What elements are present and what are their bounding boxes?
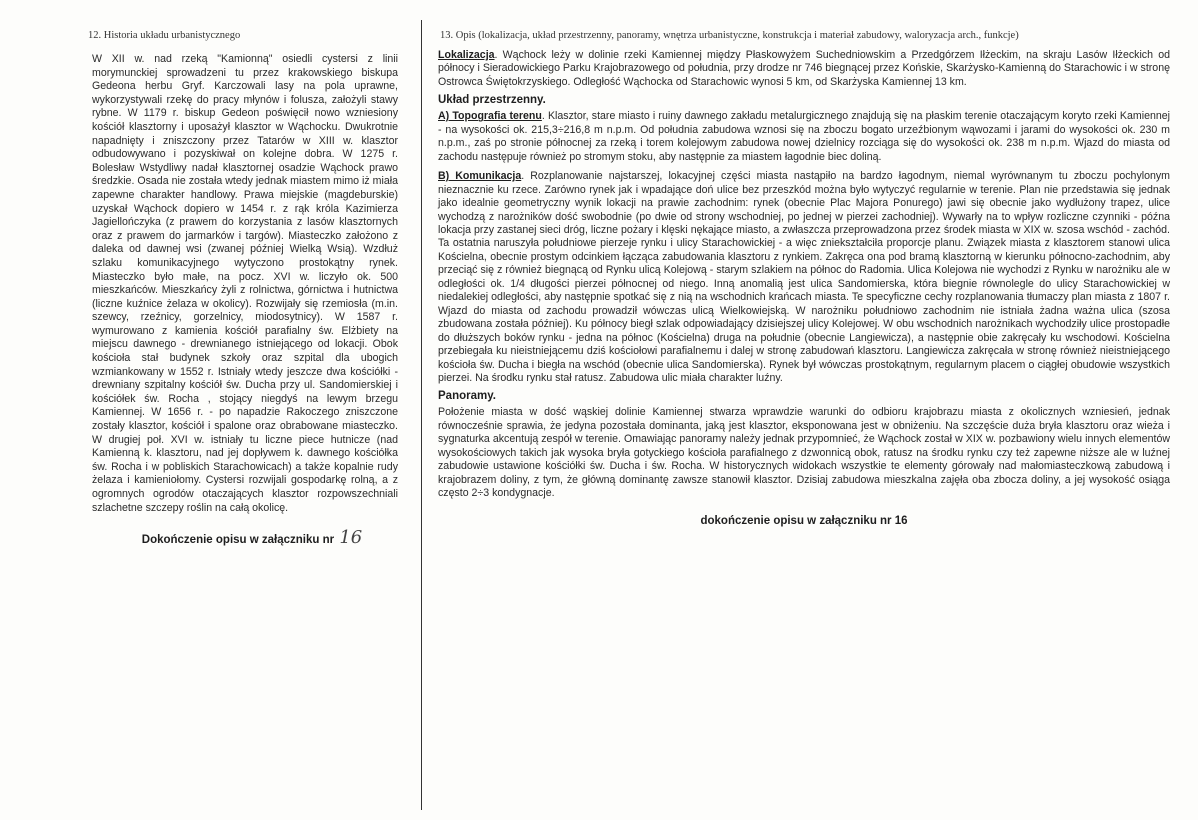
komunikacja-text: . Rozplanowanie najstarszej, lokacyjnej części miasta nastąpiło na bardzo łagodnym, niemal wyrównanym tu zboczu pochylonym nieznacznie ku rzece. Zarówno rynek jak i wpadające doń ulice bez przeszkód można było wytyczyć regularnie w terenie. Plan nie przedstawia się jednak jako idealnie geometryczny wynik lokacji na prawie zachodnim: rynek (obecnie Plac Majora Ponurego) jawi się obecnie jako wydłużony trapez, ulice wychodzą z narożników dość swobodnie (po dwie od strony wschodniej, po jednej w pierzei zachodniej). Wywarły na to wpływ rozliczne czynniki - późna lokacja przy zastanej sieci dróg, liczne pożary i klęski nękające miasto, a zwłaszcza przeprowadzona przez środek miasta w XIX w. szosa wschód - zachód. Ta ostatnia naruszyła południowe pierzeje rynku i ulicy Starachowickiej - a więc zniekształciła proporcje planu. Związek miasta z klasztorem stanowi ulica Kościelna, obecnie prostym odcinkiem łącząca zabudowania klasztoru z rynkiem. Zakręca ona pod bramą klasztorną w kierunku północno-zachodnim, aby przeciąć się z również biegnącą od Rynku ulicą Kolejową - starym szlakiem na północ do Radomia. Ulica Kolejowa nie wychodzi z Rynku w narożniku ale w odległości ok. 1/4 długości pierzei północnej od niego. Inną anomalią jest ulica Sandomierska, która biegnie równolegle do ulicy Starachowickiej w niedalekiej odległości, aby następnie spotkać się z nią na wschodnich krańcach miasta. Te specyficzne cechy rozplanowania tłumaczy plan miasta z 1807 r. Wjazd do miasta od zachodu prowadził wówczas ulicą Wielkowiejską. W narożniku południowo zachodnim nie istniała żadna ważna ulica (szosa zbudowana została później). Ku północy biegł szlak odpowiadający dzisiejszej ulicy Kolejowej. W obu wschodnich narożnikach wychodziły ulice prostopadłe do dłuższych boków rynku - jedna na północ (Kościelna) druga na południe (obecnie Langiewicza), a następnie obie zakręcały ku wschodowi. Kościelna przebiegała ku nieistniejącemu dziś kościołowi parafialnemu i dalej w stronę zabudowań klasztoru. Langiewicza zakręcała w stronę również nieistniejącego kościoła św. Ducha i biegła na wschód (obecnie ulica Sandomierska). Rynek był wówczas prostokątnym, regularnym placem o ciągłej obudowie wszystkich pierzei. Na środku rynku stał ratusz. Zabudowa ulic miała charakter luźny.: [438, 170, 1171, 384]
komunikacja-label: B) Komunikacja: [438, 170, 522, 183]
panoramy-text: Położenie miasta w dość wąskiej dolinie Kamiennej stwarza wprawdzie warunki do odbioru krajobrazu miasta z okolicznych wzniesień, jednak równocześnie sprawia, że jedyna pozostała dominanta, jaką jest klasztor, eksponowana jest w obniżeniu. Na szczęście duża bryła klasztoru oraz wieża i sygnaturka akcentują zespół w terenie. Omawiając panoramy należy jednak przypomnieć, że Wąchock został w XIX w. pozbawiony wielu innych elementów wysokościowych takich jak wysoka bryła gotyckiego kościoła parafialnego z dzwonnicą obok, ratusz na środku rynku czy też zapewne niższe ale w luźnej zabudowie ustawione kościółki św. Ducha i św. Rocha. W historycznych widokach wszystkie te elementy górowały nad małomiasteczkową zabudową i krajobrazem doliny, z tym, że główną dominantę zawsze stanowił klasztor. Dzisiaj zabudowa mieszkalna zajęła oba zbocza doliny, a jej wysokość osiąga często 2÷3 kondygnacje.: [438, 406, 1170, 500]
lokalizacja-paragraph: [438, 49, 1170, 89]
section-title-history: 12. Historia układu urbanistycznego: [88, 30, 241, 41]
right-column: [428, 30, 1170, 527]
column-divider: [421, 20, 422, 810]
uklad-heading: Układ przestrzenny.: [438, 94, 546, 107]
handwritten-number: 16: [339, 527, 363, 549]
section-title-description: 13. Opis (lokalizacja, układ przestrzenny, panoramy, wnętrza urbanistyczne, konstrukcja i materiał zabudowy, waloryzacja arch., funkcje): [440, 30, 1019, 41]
footer-left-label: Dokończenie opisu w załączniku nr: [141, 534, 335, 547]
left-column: [86, 30, 398, 548]
panoramy-heading: Panoramy.: [438, 390, 496, 403]
description-body: [428, 49, 1170, 527]
komunikacja-paragraph: [438, 170, 1170, 385]
footer-right: dokończenie opisu w załączniku nr 16: [700, 514, 908, 527]
topografia-paragraph: [438, 110, 1170, 164]
lokalizacja-label: Lokalizacja: [438, 49, 495, 61]
lokalizacja-text: . Wąchock leży w dolinie rzeki Kamiennej między Płaskowyżem Suchedniowskim a Przedgórzem Iłżeckim, na skraju Lasów Iłżeckich od północy i Sieradowickiego Parku Krajobrazowego od południa, przy drodze nr 746 biegnącej przez Końskie, Skarżysko-Kamienną do Starachowic i w stronę Ostrowca Świętokrzyskiego. Odległość Wąchocka od Starachowic wynosi 5 km, od Skarżyska Kamiennej 13 km.: [438, 49, 1170, 88]
topografia-text: . Klasztor, stare miasto i ruiny dawnego zakładu metalurgicznego znajdują się na płaskim terenie otaczającym koryto rzeki Kamiennej - na wysokości ok. 215,3÷216,8 m n.p.m. Od południa zabudowa wznosi się na zboczu bogato urzeźbionym wąwozami i jarami do wysokości ok. 230 m n.p.m., zaś po stronie północnej za rzeką i torem kolejowym zabudowa nowej dzielnicy rozciąga się do wysokości ok. 238 m n.p.m. Wjazd do miasta od zachodu następuje również po stromym stoku, aby następnie za miastem łagodnie biec doliną.: [438, 110, 1170, 163]
topografia-label: A) Topografia terenu: [438, 110, 542, 123]
history-text: W XII w. nad rzeką "Kamionną" osiedli cystersi z linii morymunckiej sprowadzeni tu przez krakowskiego biskupa Gedeona herbu Gryf. Karczowali lasy na pola uprawne, wykorzystywali rzekę do pracy młynów i folusza, założyli stawy rybne. W 1179 r. biskup Gedeon poświęcił nowo wzniesiony kościół klasztorny i uposażył klasztor w Wąchocku. Dwukrotnie napadnięty i zniszczony przez Tatarów w XIII w. klasztor odbudowywano i pozyskiwał on kolejne dobra. W 1275 r. Bolesław Wstydliwy nadał klasztornej osadzie Wąchock prawo średzkie. Osada nie została wtedy jednak miastem mimo iż miała zapewne charakter handlowy. Prawa miejskie (magdeburskie) uzyskał Wąchock dopiero w 1454 r. z rąk króla Kazimierza Jagiellończyka (z prawem do korzystania z lasów klasztornych oraz z prawem do jarmarków i targów). Miasteczko założono z daleka od dawnej wsi (zwanej później Wielką Wsią). Wzdłuż szlaku komunikacyjnego wytyczono prostokątny rynek. Miasteczko było małe, na pocz. XVI w. liczyło ok. 500 mieszkańców. Mieszkańcy żyli z rolnictwa, górnictwa i hutnictwa (liczne kuźnice żelaza w okolicy). Rozwijały się rzemiosła (m.in. szewcy, rzeźnicy, gorzelnicy, miodosytnicy). W 1587 r. wymurowano z kamienia kościół parafialny św. Elżbiety na miejscu dawnego - drewnianego istniejącego od lokacji. Obok kościoła stał budynek szkoły oraz szpital dla ubogich wzmiankowany w 1552 r. Istniały wtedy jeszcze dwa kościółki - drewniany szpitalny kościół św. Ducha przy ul. Sandomierskiej i kościółek św. Rocha , stojący niegdyś na lewym brzegu Kamiennej. W 1656 r. - po napadzie Rakoczego zniszczone zostały klasztor, kościół i spalone oraz obrabowane miasteczko. W drugiej poł. XVI w. istniały tu liczne piece hutnicze (nad Kamienną k. klasztoru, nad jej dopływem k. dawnego kościółka św. Rocha i w pobliskich Starachowicach) a także kopalnie rudy żelaza i kamieniołomy. Cystersi rozwijali gospodarkę rolną, a z ogromnych ogrodów otaczających klasztor rozpowszechniali szlachetne szczepy roślin na całą okolicę.: [92, 53, 398, 514]
footer-left: [86, 527, 398, 548]
